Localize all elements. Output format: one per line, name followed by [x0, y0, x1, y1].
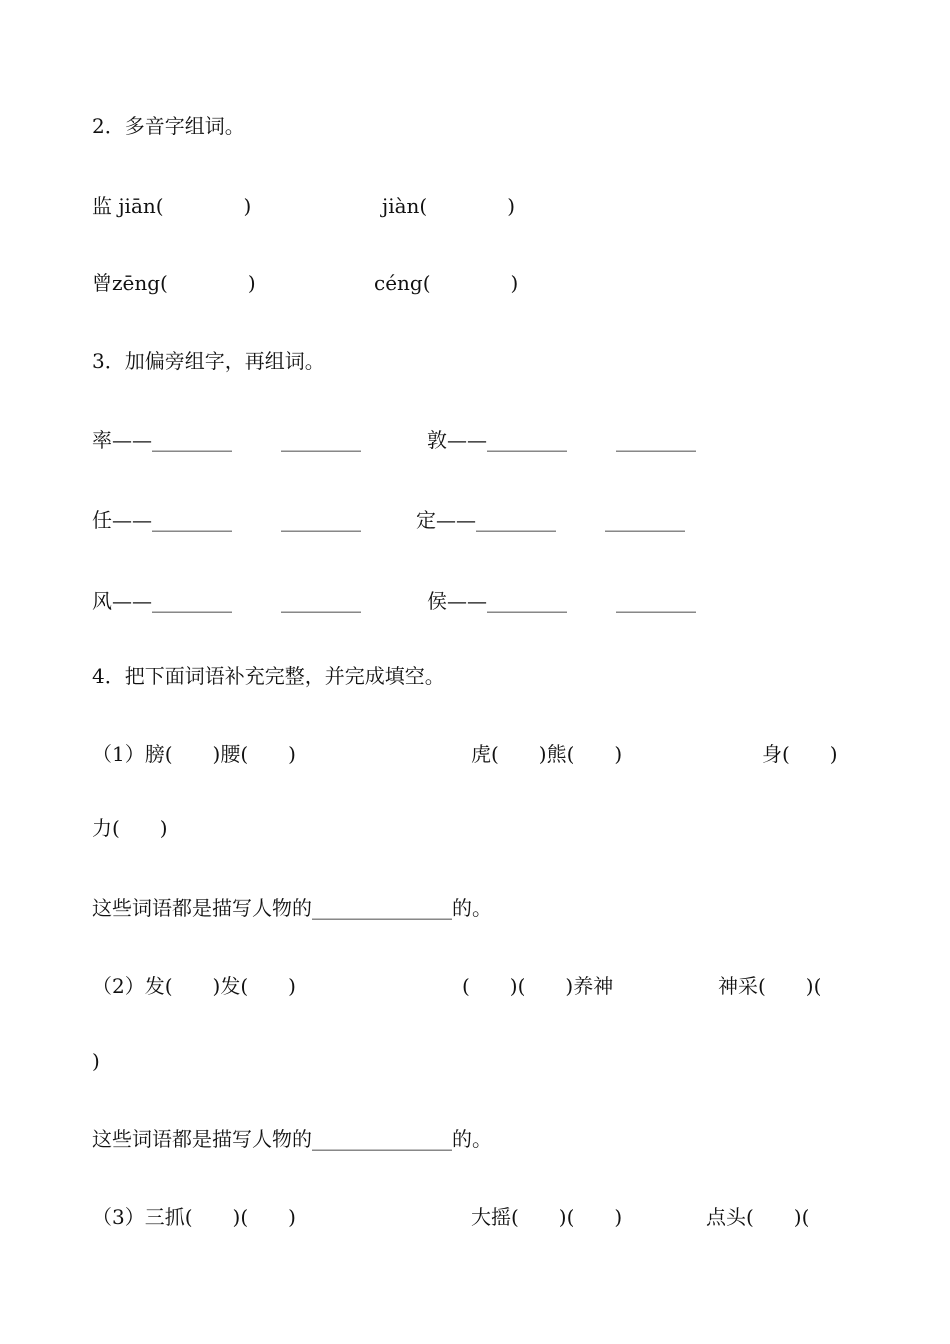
- blank-line: ________: [281, 589, 361, 613]
- idiom-row-3: [0, 1197, 950, 1237]
- radical-item: 率——________: [92, 428, 232, 452]
- radical-item: 定——________: [416, 508, 556, 532]
- question-3-title: 3．加偏旁组字，再组词。: [92, 349, 325, 373]
- idiom-item: ): [92, 1049, 100, 1073]
- question-2-title: 2．多音字组词。: [92, 114, 245, 138]
- polyphone-item: 监 jiān( ): [92, 194, 252, 218]
- idiom-item: （1）膀( )腰( ): [92, 742, 296, 766]
- polyphone-item: céng( ): [374, 271, 519, 295]
- radical-item: 敦——________: [427, 428, 567, 452]
- idiom-item: 虎( )熊( ): [471, 742, 623, 766]
- blank-line: ________: [605, 508, 685, 532]
- blank-line: ________: [616, 589, 696, 613]
- idiom-row-2-wrap: [0, 1041, 950, 1081]
- polyphone-item: 曾zēng( ): [92, 271, 256, 295]
- idiom-row-2: [0, 966, 950, 1006]
- radical-item: 风——________: [92, 589, 232, 613]
- idiom-item: ( )( )养神: [462, 974, 614, 998]
- fill-sentence-2: 这些词语都是描写人物的______________的。: [92, 1127, 492, 1151]
- idiom-item: （2）发( )发( ): [92, 974, 296, 998]
- radical-item: 侯——________: [427, 589, 567, 613]
- blank-line: ________: [281, 508, 361, 532]
- idiom-item: 身( ): [762, 742, 838, 766]
- idiom-row-1-wrap: [0, 808, 950, 848]
- radical-item: 任——________: [92, 508, 232, 532]
- idiom-item: 力( ): [92, 816, 168, 840]
- polyphone-row-ceng: [0, 263, 950, 303]
- idiom-item: 神采( )(: [718, 974, 822, 998]
- idiom-item: 点头( )(: [706, 1205, 810, 1229]
- question-4-title: 4．把下面词语补充完整，并完成填空。: [92, 664, 445, 688]
- blank-line: ________: [616, 428, 696, 452]
- radical-row: [0, 581, 950, 621]
- radical-row: [0, 420, 950, 460]
- polyphone-row-jian: [0, 186, 950, 226]
- radical-row: [0, 500, 950, 540]
- idiom-item: 大摇( )( ): [471, 1205, 623, 1229]
- idiom-item: （3）三抓( )( ): [92, 1205, 296, 1229]
- fill-sentence-1: 这些词语都是描写人物的______________的。: [92, 896, 492, 920]
- idiom-row-1: [0, 734, 950, 774]
- blank-line: ________: [281, 428, 361, 452]
- polyphone-item: jiàn( ): [382, 194, 516, 218]
